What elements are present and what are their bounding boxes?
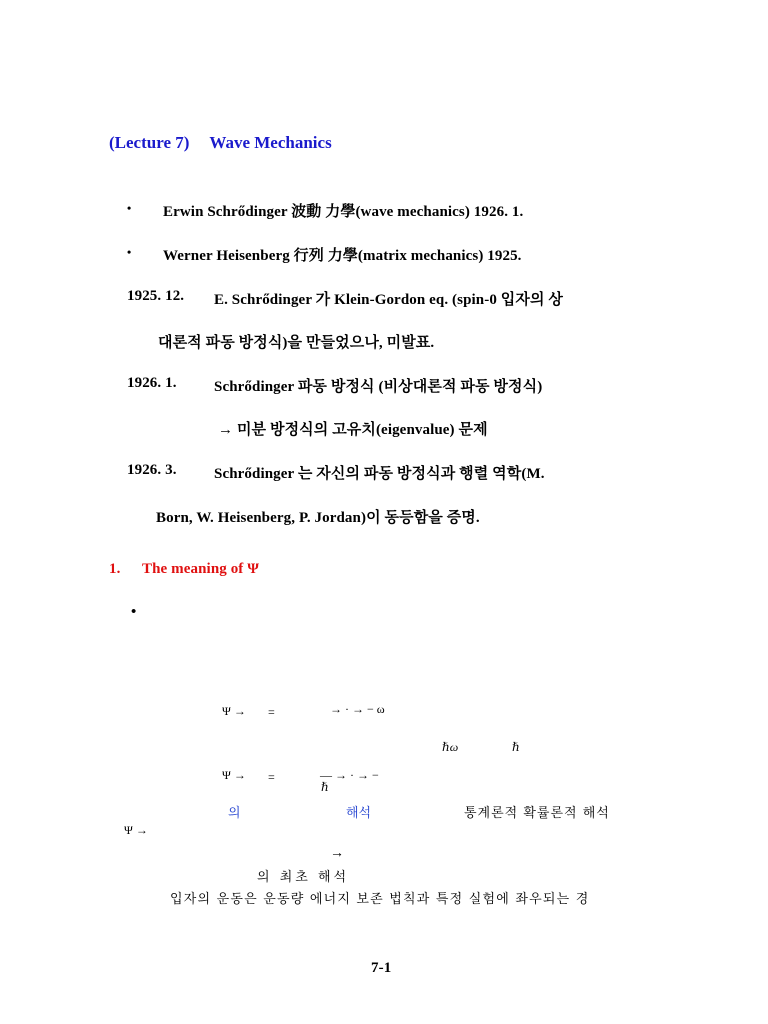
equation-1-lhs: Ψ → <box>222 704 246 718</box>
history-date: 1926. 1. <box>127 375 177 391</box>
bullet-dot: • <box>127 245 132 259</box>
interp-b: 해석 <box>346 806 372 821</box>
history-text: Schrődinger 는 자신의 파동 방정식과 행렬 역학(M. <box>214 466 545 482</box>
history-text: Schrődinger 파동 방정식 (비상대론적 파동 방정식) <box>214 379 543 395</box>
equation-2-rhs: — → · → − <box>320 768 379 782</box>
equation-1-equals: = <box>268 705 275 719</box>
history-continuation: Born, W. Heisenberg, P. Jordan)이 동등함을 증명. <box>156 510 480 526</box>
first-interpretation: 의 최초 해석 <box>257 870 350 885</box>
page-title <box>109 133 332 153</box>
section-title: The meaning of Ψ <box>142 561 260 577</box>
equation-2-denominator: ℏ <box>321 780 329 794</box>
history-continuation: → 미분 방정식의 고유치(eigenvalue) 문제 <box>218 422 488 438</box>
page-number: 7-1 <box>371 960 392 976</box>
lecture-topic: Wave Mechanics <box>209 133 332 152</box>
bullet-text: Erwin Schrődinger 波動 力學(wave mechanics) 1926. 1. <box>163 204 524 220</box>
history-date: 1925. 12. <box>127 288 185 304</box>
bullet-dot: • <box>127 201 132 215</box>
history-date: 1926. 3. <box>127 462 177 478</box>
bullet-item <box>127 200 524 220</box>
history-entry <box>127 462 545 482</box>
section-heading <box>109 561 260 578</box>
interp-c: 통계론적 확률론적 해석 <box>464 806 610 821</box>
history-continuation: 대론적 파동 방정식)을 만들었으나, 미발표. <box>158 335 435 351</box>
body-text-line: 입자의 운동은 운동량 에너지 보존 법칙과 특정 실험에 좌우되는 경 <box>170 892 590 907</box>
hbar-omega: ℏω <box>442 740 459 754</box>
history-text: E. Schrődinger 가 Klein-Gordon eq. (spin-0 입자의 상 <box>214 292 563 308</box>
history-entry <box>127 288 563 308</box>
section-number: 1. <box>109 561 121 577</box>
bullet-text: Werner Heisenberg 行列 力學(matrix mechanics) 1925. <box>163 248 522 264</box>
section-bullet: • <box>131 604 137 620</box>
psi-vector: Ψ → <box>124 823 148 837</box>
equation-2-equals: = <box>268 770 275 784</box>
history-entry <box>127 375 543 395</box>
equation-2-lhs: Ψ → <box>222 768 246 782</box>
bullet-item <box>127 244 522 264</box>
equation-1-rhs: → · → − ω <box>330 702 385 716</box>
hbar: ℏ <box>512 740 520 754</box>
arrow-symbol: → <box>330 846 344 861</box>
lecture-number: (Lecture 7) <box>109 133 190 152</box>
interp-a: 의 <box>228 806 241 821</box>
